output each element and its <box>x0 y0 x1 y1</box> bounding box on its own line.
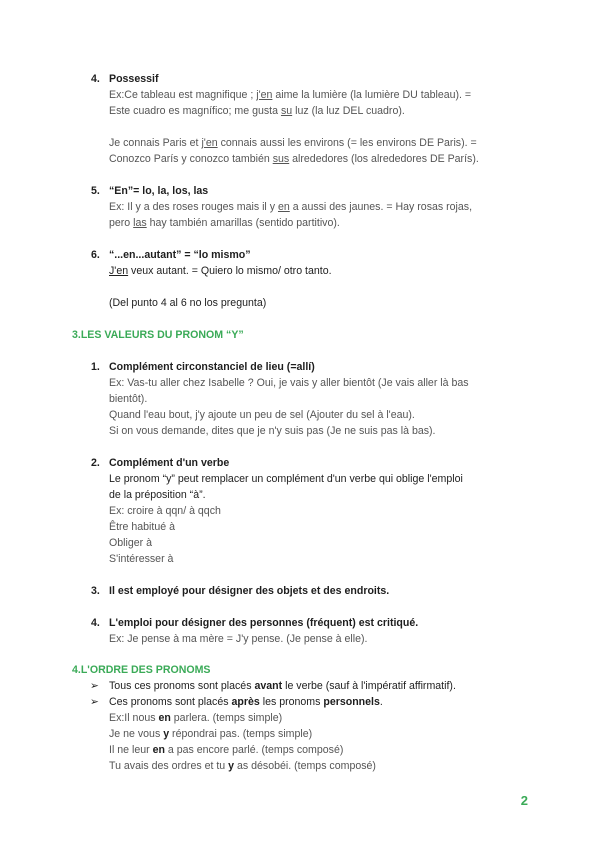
text-line: Ex: croire à qqn/ à qqch <box>109 505 221 517</box>
text-line: pero las hay también amarillas (sentido partitivo). <box>109 217 340 229</box>
text-line: Ex: Je pense à ma mère = J'y pense. (Je pense à elle). <box>109 633 368 645</box>
item-number: 1. <box>91 361 100 373</box>
example-line: Je ne vous y répondrai pas. (temps simple) <box>109 728 313 740</box>
note-line: (Del punto 4 al 6 no los pregunta) <box>109 297 267 309</box>
text-line: Obliger à <box>109 537 152 549</box>
item-title-objets: Il est employé pour désigner des objets et des endroits. <box>109 585 390 597</box>
item-number: 3. <box>91 585 100 597</box>
text-line: Ex:Ce tableau est magnifique ; j'en aime la lumière (la lumière DU tableau). = <box>109 89 472 101</box>
text-line: Être habitué à <box>109 521 175 533</box>
text-line: Quand l'eau bout, j'y ajoute un peu de sel (Ajouter du sel à l'eau). <box>109 409 415 421</box>
text-line: S'intéresser à <box>109 553 174 565</box>
item-title-personnes: L'emploi pour désigner des personnes (fréquent) est critiqué. <box>109 617 419 629</box>
item-title-possessif: Possessif <box>109 73 159 85</box>
item-title-lieu: Complément circonstanciel de lieu (=allí) <box>109 361 315 373</box>
item-number: 6. <box>91 249 100 261</box>
text-line: de la préposition “à”. <box>109 489 206 501</box>
item-number: 4. <box>91 73 100 85</box>
item-title-en-autant: “...en...autant” = “lo mismo” <box>109 249 251 261</box>
text-line: Conozco París y conozco también sus alrededores (los alrededores DE París). <box>109 153 479 165</box>
text-line: Je connais Paris et j'en connais aussi les environs (= les environs DE Paris). = <box>109 137 477 149</box>
example-line: Tu avais des ordres et tu y as désobéi. (temps composé) <box>109 760 376 772</box>
bullet-line: Ces pronoms sont placés après les pronoms personnels. <box>109 696 383 708</box>
arrow-bullet-icon: ➢ <box>90 680 99 692</box>
text-line: bientôt). <box>109 393 148 405</box>
text-line: Este cuadro es magnífico; me gusta su luz (la luz DEL cuadro). <box>109 105 405 117</box>
example-line: Il ne leur en a pas encore parlé. (temps composé) <box>109 744 344 756</box>
page-number: 2 <box>520 793 528 808</box>
example-line: Ex:Il nous en parlera. (temps simple) <box>109 712 283 724</box>
text-line: J'en veux autant. = Quiero lo mismo/ otro tanto. <box>109 265 332 277</box>
item-title-en: “En”= lo, la, los, las <box>109 185 209 197</box>
section-heading-pronom-y: 3.LES VALEURS DU PRONOM “Y” <box>72 329 244 341</box>
text-line: Ex: Il y a des roses rouges mais il y en a aussi des jaunes. = Hay rosas rojas, <box>109 201 473 213</box>
section-heading-ordre-pronoms: 4.L'ORDRE DES PRONOMS <box>72 664 211 676</box>
arrow-bullet-icon: ➢ <box>90 696 99 708</box>
text-line: Ex: Vas-tu aller chez Isabelle ? Oui, je vais y aller bientôt (Je vais aller là bas <box>109 377 469 389</box>
text-line: Le pronom “y” peut remplacer un complément d'un verbe qui oblige l'emploi <box>109 473 463 485</box>
item-number: 4. <box>91 617 100 629</box>
item-number: 5. <box>91 185 100 197</box>
bullet-line: Tous ces pronoms sont placés avant le verbe (sauf à l'impératif affirmatif). <box>109 680 456 692</box>
item-title-complement-verbe: Complément d'un verbe <box>109 457 230 469</box>
item-number: 2. <box>91 457 100 469</box>
text-line: Si on vous demande, dites que je n'y suis pas (Je ne suis pas là bas). <box>109 425 436 437</box>
